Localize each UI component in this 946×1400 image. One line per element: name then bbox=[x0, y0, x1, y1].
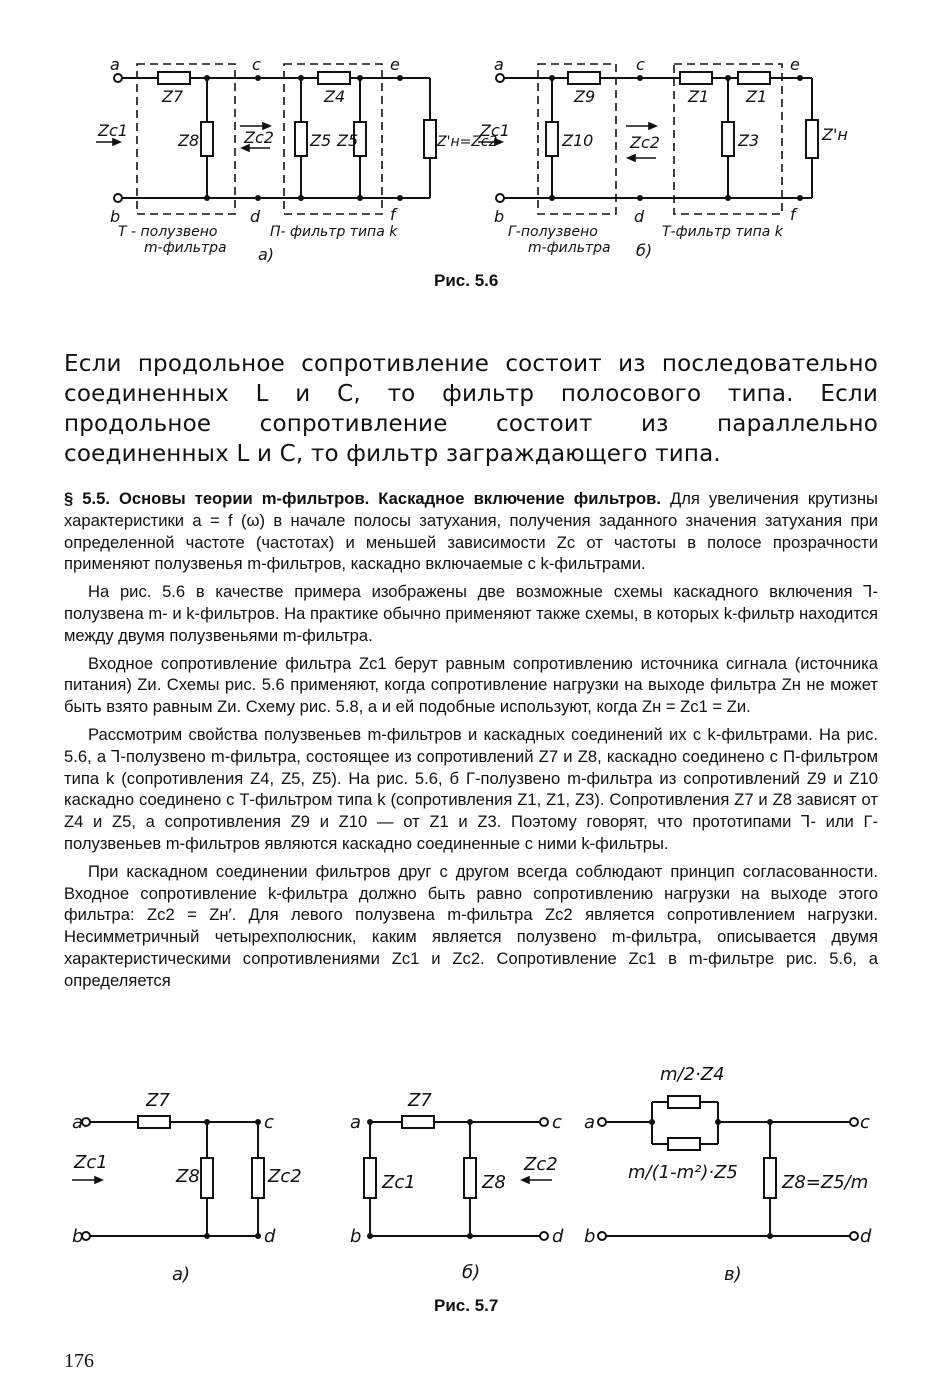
fig56b-label-load: Z'н bbox=[822, 125, 848, 144]
fig56b-resistor-load bbox=[806, 120, 818, 158]
fig56a-label-right: П- фильтр типа k bbox=[270, 224, 398, 240]
fig56a-node-c: c bbox=[252, 55, 261, 74]
fig57c-resistor-bottom bbox=[668, 1138, 700, 1150]
fig57a-node-a: a bbox=[72, 1112, 84, 1133]
fig56b-node-c: c bbox=[636, 55, 645, 74]
fig57b-label-zc1: Zc1 bbox=[382, 1172, 416, 1193]
fig56b-letter: б) bbox=[636, 241, 653, 260]
fig57a-resistor-zc2 bbox=[252, 1158, 264, 1198]
fig57b-resistor-z7 bbox=[402, 1116, 434, 1128]
fig56a-node-f: f bbox=[390, 205, 396, 224]
fig57c-letter: в) bbox=[724, 1264, 742, 1285]
section-heading: § 5.5. Основы теории m-фильтров. Каскадное включение фильтров. bbox=[64, 489, 661, 508]
fig56b-terminal-b bbox=[496, 194, 504, 202]
figure-5-6 bbox=[0, 0, 946, 300]
fig57a-letter: а) bbox=[172, 1264, 191, 1285]
fig56b-arrow-zc2: Zc2 bbox=[630, 133, 660, 152]
page-number: 176 bbox=[64, 1350, 94, 1372]
fig57a-resistor-z8 bbox=[201, 1158, 213, 1198]
fig56b-resistor-z1a bbox=[680, 72, 712, 84]
fig57c-resistor-top bbox=[668, 1096, 700, 1108]
fig56b-label-right: Т-фильтр типа k bbox=[662, 224, 783, 240]
fig56b-node-b: b bbox=[494, 207, 505, 226]
section-p5: При каскадном соединении фильтров друг с другом всегда соблюдают принцип согласованности. Входное сопротивление k-фильтра должно быть равно сопротивлению нагрузки на выходе этого фильтра: Zc2 = Zн′. Для левого полузвена m-фильтра Zc2 является сопротивлением нагрузки. Несимметричный четырехполюсник, каким является полузвено m-фильтра, описывается двумя характеристическими сопротивлениями Zc1 и Zc2. Сопротивление Zc1 в m-фильтре рис. 5.6, а определяется bbox=[64, 861, 878, 990]
figure-5-6-caption: Рис. 5.6 bbox=[434, 271, 499, 290]
fig56b-node-d: d bbox=[634, 207, 645, 226]
fig56a-resistor-z7 bbox=[158, 72, 190, 84]
section-p4: Рассмотрим свойства полузвеньев m-фильтров и каскадных соединений их с k-фильтрами. На рис. 5.6, а ꓶ-полузвено m-фильтра, состоящее из сопротивлений Z7 и Z8, каскадно соединено с П-фильтром типа k (сопротивления Z4, Z5, Z5). На рис. 5.6, б Г-полузвено m-фильтра из сопротивлений Z9 и Z10 каскадно соединено с Т-фильтром типа k (сопротивления Z1, Z1, Z3). Сопротивления Z7 и Z8 зависят от Z4 и Z5, а сопротивления Z9 и Z10 — от Z1 и Z3. Поэтому говорят, что прототипами ꓶ- или Г-полузвеньев m-фильтров являются каскадно соединенные с ними k-фильтры. bbox=[64, 724, 878, 853]
fig56a-resistor-z5a bbox=[295, 122, 307, 156]
fig56b-resistor-z9 bbox=[568, 72, 600, 84]
fig56b-label-z1b: Z1 bbox=[746, 87, 768, 106]
fig56b-arrow-zc1: Zc1 bbox=[480, 121, 510, 140]
fig56b-terminal-a bbox=[496, 74, 504, 82]
fig57a-arrow-zc1: Zc1 bbox=[74, 1152, 108, 1173]
fig57a-label-z8: Z8 bbox=[176, 1166, 200, 1187]
fig57c-label-top: m/2·Z4 bbox=[660, 1064, 725, 1085]
fig56b-node-f: f bbox=[790, 205, 796, 224]
fig56a-terminal-b bbox=[114, 194, 122, 202]
fig57a-node-c: c bbox=[264, 1112, 274, 1133]
fig56b-label-z1a: Z1 bbox=[688, 87, 710, 106]
fig56a-label-left-2: m-фильтра bbox=[144, 240, 227, 256]
fig57b-node-a: a bbox=[350, 1112, 362, 1133]
fig56b-resistor-z1b bbox=[738, 72, 770, 84]
fig56b-label-z3: Z3 bbox=[738, 131, 760, 150]
fig57b-resistor-zc1 bbox=[364, 1158, 376, 1198]
fig57c-resistor-shunt bbox=[764, 1158, 776, 1198]
fig56a-node-b: b bbox=[110, 207, 121, 226]
fig57b-arrow-zc2: Zc2 bbox=[524, 1154, 558, 1175]
fig57b-node-d: d bbox=[552, 1226, 564, 1247]
fig57b-label-z7: Z7 bbox=[408, 1090, 432, 1111]
section-5-5 bbox=[64, 488, 878, 992]
fig57c-node-c: c bbox=[860, 1112, 870, 1133]
fig56a-label-z7: Z7 bbox=[162, 87, 184, 106]
fig56a-label-load: Z'н=Zc2 bbox=[437, 134, 498, 150]
fig57a-label-zc2: Zc2 bbox=[268, 1166, 302, 1187]
fig57c-label-bottom: m/(1-m²)·Z5 bbox=[628, 1162, 738, 1183]
fig56b-resistor-z3 bbox=[722, 122, 734, 156]
fig56a-node-e: e bbox=[390, 55, 400, 74]
fig56a-label-z5a: Z5 bbox=[310, 131, 332, 150]
fig56b-label-left-1: Г-полузвено bbox=[508, 224, 598, 240]
section-p2: На рис. 5.6 в качестве примера изображены две возможные схемы каскадного включения ꓶ-полузвена m- и k-фильтров. На практике обычно применяют также схемы, в которых k-фильтр находится между двумя полузвеньями m-фильтра. bbox=[64, 582, 878, 645]
fig56b-label-left-2: m-фильтра bbox=[528, 240, 611, 256]
fig57c-node-b: b bbox=[584, 1226, 596, 1247]
fig56b-label-z10: Z10 bbox=[562, 131, 594, 150]
fig56a-resistor-load bbox=[424, 120, 436, 158]
fig57b-label-z8: Z8 bbox=[482, 1172, 506, 1193]
fig56a-node-d: d bbox=[250, 207, 261, 226]
section-p1: § 5.5. Основы теории m-фильтров. Каскадное включение фильтров. Для увеличения крутизны характеристики a = f (ω) в начале полосы затухания, получения заданного значения затухания при определенной частоте (частотах) и меньшей зависимости Zc от частоты в полосе прозрачности применяют полузвенья m-фильтров, каскадно включаемые с k-фильтрами. bbox=[64, 489, 878, 574]
fig56b-node-a: a bbox=[494, 55, 504, 74]
fig56a-arrow-zc1: Zc1 bbox=[98, 121, 128, 140]
fig57a-node-d: d bbox=[264, 1226, 276, 1247]
fig57a-label-z7: Z7 bbox=[146, 1090, 170, 1111]
fig57a-resistor-z7 bbox=[138, 1116, 170, 1128]
fig57b-letter: б) bbox=[462, 1262, 481, 1283]
fig56b-label-z9: Z9 bbox=[574, 87, 596, 106]
fig57b-node-c: c bbox=[552, 1112, 562, 1133]
fig57c-label-shunt: Z8=Z5/m bbox=[782, 1172, 869, 1193]
fig57b-resistor-z8 bbox=[464, 1158, 476, 1198]
fig56b-node-e: e bbox=[790, 55, 800, 74]
fig56a-resistor-z4 bbox=[318, 72, 350, 84]
fig56a-label-left-1: Т - полузвено bbox=[118, 224, 218, 240]
figure-5-7-caption: Рис. 5.7 bbox=[434, 1296, 499, 1315]
section-p3: Входное сопротивление фильтра Zc1 берут равным сопротивлению источника сигнала (источника питания) Zи. Схемы рис. 5.6 применяют, когда сопротивление нагрузки на выходе фильтра Zн не может быть взято равным Zи. Схему рис. 5.8, а и ей подобные используют, когда Zн = Zc1 = Zи. bbox=[64, 653, 878, 717]
fig56a-label-z8: Z8 bbox=[178, 131, 200, 150]
fig56a-terminal-a bbox=[114, 74, 122, 82]
fig56a-label-z4: Z4 bbox=[324, 87, 346, 106]
fig56a-label-z5b: Z5 bbox=[337, 131, 359, 150]
fig57c-node-a: a bbox=[584, 1112, 596, 1133]
lead-paragraph: Если продольное сопротивление состоит из последовательно соединенных L и C, то фильтр полосового типа. Если продольное сопротивление состоит из параллельно соединенных L и C, то фильтр заграждающего типа. bbox=[64, 351, 878, 467]
fig56a-arrow-zc2: Zc2 bbox=[244, 128, 274, 147]
fig56a-resistor-z8 bbox=[201, 122, 213, 156]
fig57a-node-b: b bbox=[72, 1226, 84, 1247]
fig56a-node-a: a bbox=[110, 55, 120, 74]
fig56a-letter: а) bbox=[258, 245, 275, 264]
fig57c-node-d: d bbox=[860, 1226, 872, 1247]
fig57b-node-b: b bbox=[350, 1226, 362, 1247]
fig56b-resistor-z10 bbox=[546, 122, 558, 156]
